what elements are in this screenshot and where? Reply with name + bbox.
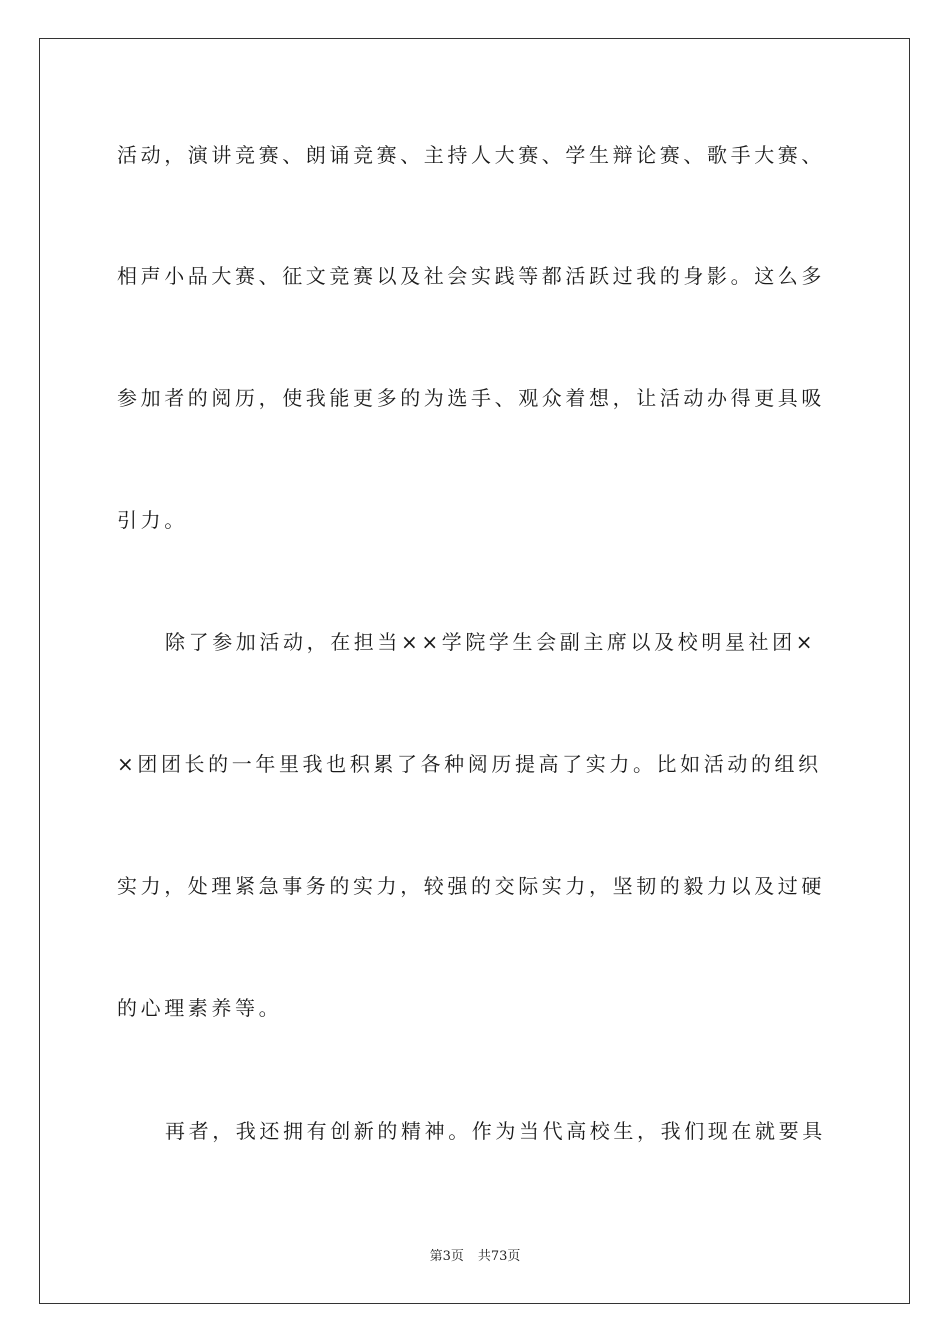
total-pages: 共73页 — [477, 1249, 521, 1264]
page-number: 第3页 — [429, 1249, 464, 1264]
paragraph-line-9: 再者，我还拥有创新的精神。作为当代高校生，我们现在就要具 — [165, 1119, 826, 1143]
paragraph-line-4: 引力。 — [117, 508, 188, 532]
paragraph-line-2: 相声小品大赛、征文竞赛以及社会实践等都活跃过我的身影。这么多 — [117, 264, 825, 288]
paragraph-line-3: 参加者的阅历，使我能更多的为选手、观众着想，让活动办得更具吸 — [117, 386, 825, 410]
paragraph-line-5: 除了参加活动，在担当××学院学生会副主席以及校明星社团× — [165, 630, 817, 654]
paragraph-line-8: 的心理素养等。 — [117, 996, 283, 1020]
paragraph-line-1: 活动，演讲竞赛、朗诵竞赛、主持人大赛、学生辩论赛、歌手大赛、 — [117, 143, 825, 167]
paragraph-line-7: 实力，处理紧急事务的实力，较强的交际实力，坚韧的毅力以及过硬 — [117, 874, 825, 898]
page-border — [39, 38, 910, 1304]
paragraph-line-6: ×团团长的一年里我也积累了各种阅历提高了实力。比如活动的组织 — [117, 752, 822, 776]
page-footer — [0, 1249, 950, 1265]
